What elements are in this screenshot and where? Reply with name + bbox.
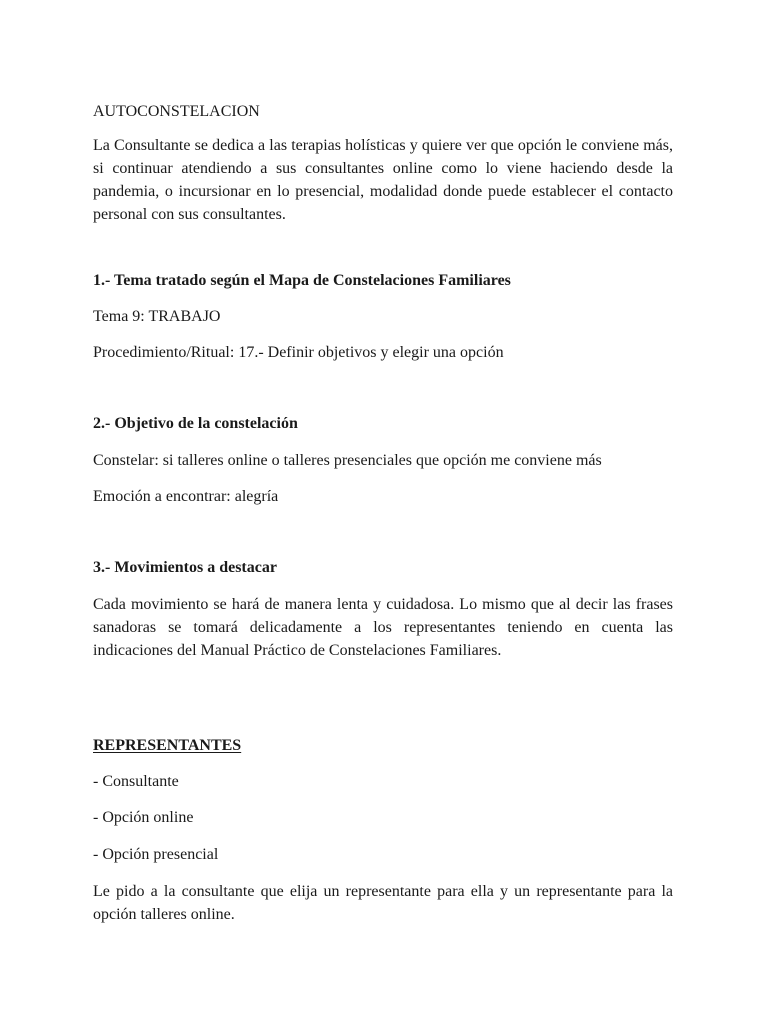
constelar-line: Constelar: si talleres online o talleres presenciales que opción me conviene más [93, 452, 602, 469]
section-2-heading: 2.- Objetivo de la constelación [93, 415, 298, 432]
tema-line: Tema 9: TRABAJO [93, 308, 221, 325]
document-title: AUTOCONSTELACION [93, 103, 260, 120]
emocion-line: Emoción a encontrar: alegría [93, 488, 279, 505]
section-3-heading: 3.- Movimientos a destacar [93, 559, 277, 576]
representante-item-presencial: - Opción presencial [93, 846, 219, 863]
section-1-heading: 1.- Tema tratado según el Mapa de Constelaciones Familiares [93, 272, 511, 289]
section-3-paragraph: Cada movimiento se hará de manera lenta y cuidadosa. Lo mismo que al decir las frases sanadoras se tomará delicadamente a los representantes teniendo en cuenta las indicaciones del Manual Práctico de Constelaciones Familiares. [93, 596, 673, 659]
intro-paragraph: La Consultante se dedica a las terapias holísticas y quiere ver que opción le conviene más, si continuar atendiendo a sus consultantes online como lo viene haciendo desde la pandemia, o incursionar en lo presencial, modalidad donde puede establecer el contacto personal con sus consultantes. [93, 137, 673, 223]
procedimiento-line: Procedimiento/Ritual: 17.- Definir objetivos y elegir una opción [93, 344, 504, 361]
representante-item-online: - Opción online [93, 809, 194, 826]
representante-item-consultante: - Consultante [93, 773, 179, 790]
closing-paragraph: Le pido a la consultante que elija un representante para ella y un representante para la opción talleres online. [93, 883, 673, 923]
representantes-heading: REPRESENTANTES [93, 737, 242, 754]
